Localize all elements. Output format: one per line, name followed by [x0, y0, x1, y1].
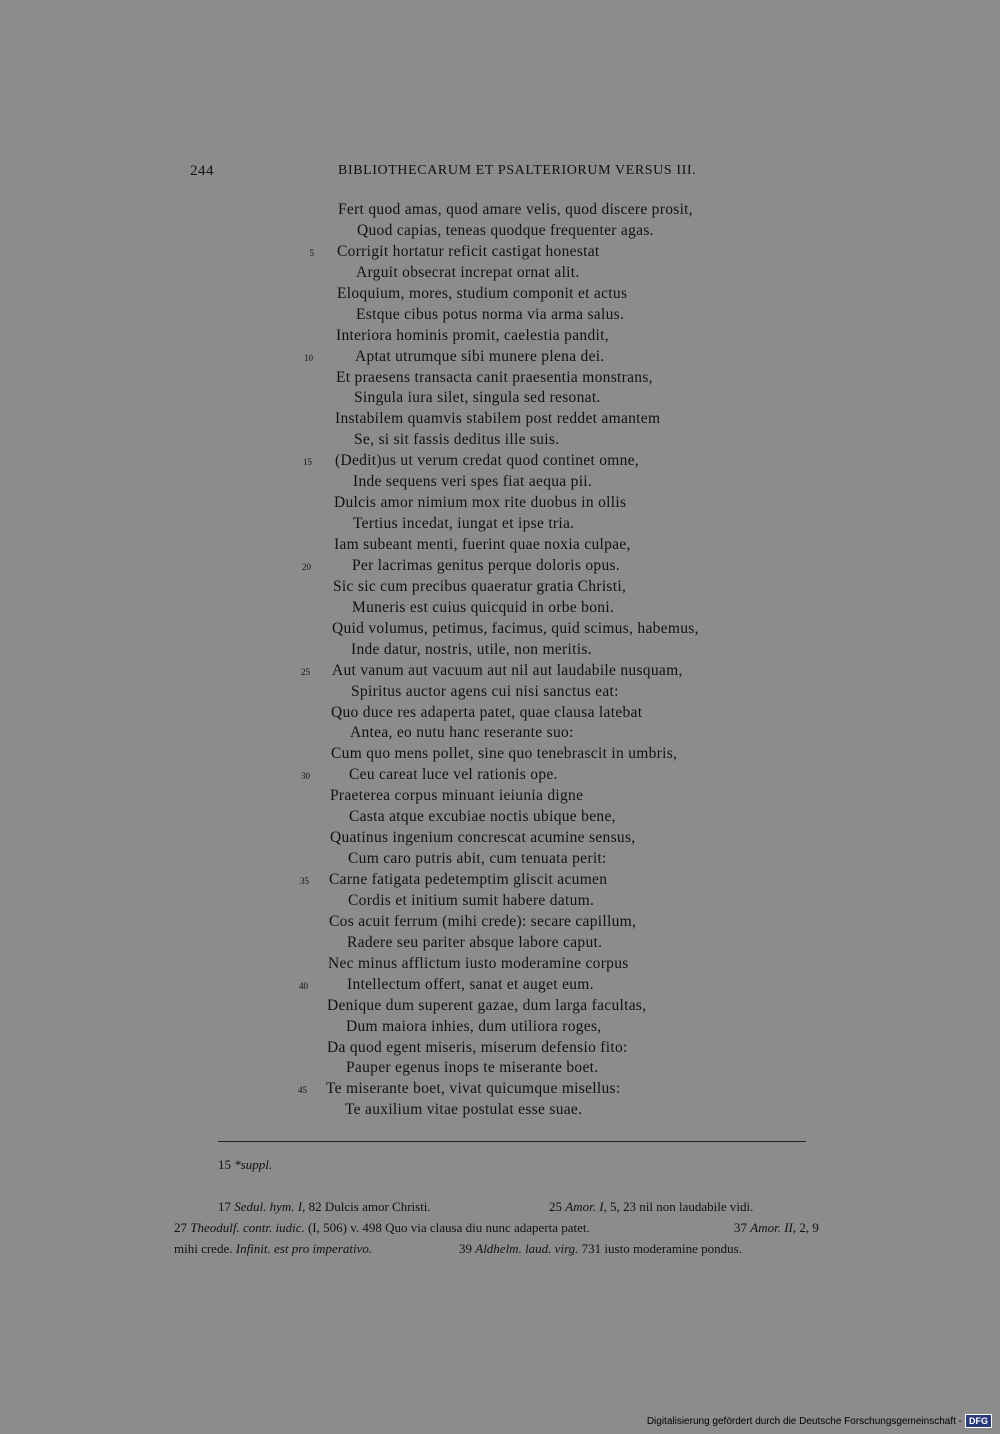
verse-text: Quid volumus, petimus, facimus, quid scimus, habemus, — [332, 619, 699, 637]
verse-text: Interiora hominis promit, caelestia pandit, — [336, 326, 609, 344]
verse-text: Carne fatigata pedetemptim gliscit acumen — [329, 871, 608, 888]
verse-line — [0, 1017, 1000, 1038]
source-line-number: 25 — [549, 1199, 562, 1214]
verse-text: Per lacrimas genitus perque doloris opus. — [352, 556, 620, 574]
source-text: 5, 23 nil non laudabile vidi. — [610, 1199, 754, 1214]
verse-line — [0, 682, 1000, 703]
verse-line — [0, 933, 1000, 954]
source-reference: Infinit. est pro imperativo. — [235, 1241, 373, 1256]
verse-line — [0, 807, 1000, 828]
verse-text: Iam subeant menti, fuerint quae noxia culpae, — [334, 536, 631, 553]
verse-line — [0, 472, 1000, 493]
apparatus-line-number: 15 — [218, 1157, 231, 1172]
source-line-number: 17 — [218, 1199, 231, 1214]
source-reference: Aldhelm. laud. virg. — [475, 1241, 579, 1256]
digitization-footer — [647, 1414, 992, 1428]
line-number: 5 — [309, 247, 314, 258]
verse-text: Aut vanum aut vacuum aut nil aut laudabile nusquam, — [332, 661, 683, 679]
verse-text: Quod capias, teneas quodque frequenter agas. — [357, 221, 654, 239]
verse-text: Estque cibus potus norma via arma salus. — [356, 305, 625, 323]
source-notes — [174, 1196, 848, 1259]
verse-text: Fert quod amas, quod amare velis, quod discere prosit, — [338, 201, 693, 218]
verse-line — [0, 221, 1000, 242]
verse-line — [0, 347, 1000, 368]
verse-line — [0, 598, 1000, 619]
line-number: 30 — [301, 771, 310, 782]
line-number: 35 — [300, 876, 309, 886]
verse-line — [0, 954, 1000, 975]
verse-text: Casta atque excubiae noctis ubique bene, — [349, 808, 616, 826]
verse-line — [0, 975, 1000, 996]
verse-text: Antea, eo nutu hanc reserante suo: — [350, 724, 574, 742]
source-reference: Amor. II, — [750, 1220, 797, 1235]
verse-line — [0, 200, 1000, 221]
verse-text: Spiritus auctor agens cui nisi sanctus eat: — [351, 682, 619, 700]
verse-text: Intellectum offert, sanat et auget eum. — [347, 975, 594, 993]
page-number: 244 — [190, 163, 214, 179]
line-number: 45 — [298, 1085, 307, 1096]
footer-text: Digitalisierung gefördert durch die Deutsche Forschungsgemeinschaft - — [646, 1415, 962, 1427]
source-reference: Amor. I, — [565, 1199, 607, 1214]
verse-line — [0, 640, 1000, 661]
verse-text: Radere seu pariter absque labore caput. — [347, 933, 603, 951]
dfg-logo: DFG — [965, 1414, 992, 1428]
verse-text: Te miserante boet, vivat quicumque misellus: — [326, 1080, 621, 1098]
source-line-number: 27 — [174, 1220, 187, 1235]
line-number: 25 — [301, 666, 310, 677]
verse-text: Sic sic cum precibus quaeratur gratia Christi, — [333, 577, 627, 595]
verse-text: Et praesens transacta canit praesentia monstrans, — [336, 368, 653, 386]
verse-text: Dulcis amor nimium mox rite duobus in ollis — [334, 494, 627, 512]
verse-text: Tertius incedat, iungat et ipse tria. — [353, 515, 575, 533]
verse-text: Cos acuit ferrum (mihi crede): secare capillum, — [329, 912, 637, 930]
source-text: 82 Dulcis amor Christi. — [308, 1199, 431, 1214]
verse-text: Cordis et initium sumit habere datum. — [348, 891, 595, 909]
verse-text: Inde datur, nostris, utile, non meritis. — [351, 640, 592, 658]
verse-line — [0, 409, 1000, 430]
verse-line — [0, 284, 1000, 305]
verse-line — [0, 493, 1000, 514]
line-number: 15 — [303, 457, 312, 468]
verse-line — [0, 849, 1000, 870]
verse-line — [0, 577, 1000, 598]
verse-text: Te auxilium vitae postulat esse suae. — [345, 1101, 583, 1119]
source-line-number: 37 — [734, 1220, 747, 1235]
source-row — [174, 1196, 848, 1217]
verse-line — [0, 305, 1000, 326]
verse-text: Eloquium, mores, studium componit et actus — [337, 284, 628, 302]
footnote-rule — [218, 1141, 806, 1142]
verse-line — [0, 619, 1000, 640]
verse-text: Inde sequens veri spes fiat aequa pii. — [353, 473, 593, 491]
verse-text: Pauper egenus inops te miserante boet. — [346, 1059, 599, 1077]
verse-text: Denique dum superent gazae, dum larga facultas, — [327, 996, 647, 1014]
verse-line — [0, 703, 1000, 724]
verse-line — [0, 828, 1000, 849]
apparatus-note — [218, 1157, 272, 1173]
verse-text: Aptat utrumque sibi munere plena dei. — [355, 347, 605, 365]
verse-line — [0, 870, 1000, 891]
verse-line — [0, 744, 1000, 765]
verse-line — [0, 723, 1000, 744]
verse-text: Ceu careat luce vel rationis ope. — [349, 766, 558, 784]
verse-text: Cum quo mens pollet, sine quo tenebrascit in umbris, — [331, 745, 678, 763]
source-row — [174, 1217, 848, 1238]
verse-line — [0, 912, 1000, 933]
verse-text: Singula iura silet, singula sed resonat. — [354, 389, 601, 407]
verse-line — [0, 263, 1000, 284]
source-text: (I, 506) v. 498 Quo via clausa diu nunc adaperta patet. — [307, 1220, 590, 1235]
source-text: mihi crede. — [174, 1241, 233, 1256]
verse-line — [0, 242, 1000, 263]
verse-line — [0, 765, 1000, 786]
verse-text: Quo duce res adaperta patet, quae clausa latebat — [331, 703, 643, 721]
verse-line — [0, 451, 1000, 472]
verse-line — [0, 430, 1000, 451]
verse-line — [0, 514, 1000, 535]
verse-line — [0, 1079, 1000, 1100]
verse-line — [0, 1100, 1000, 1121]
verse-line — [0, 368, 1000, 389]
verse-line — [0, 326, 1000, 347]
apparatus-text: *suppl. — [234, 1157, 273, 1172]
source-reference: Theodulf. contr. iudic. — [190, 1220, 305, 1235]
verse-text: Nec minus afflictum iusto moderamine corpus — [328, 954, 629, 972]
running-title: BIBLIOTHECARUM ET PSALTERIORUM VERSUS III. — [338, 163, 697, 178]
verse-text: Se, si sit fassis deditus ille suis. — [354, 431, 560, 449]
verse-line — [0, 1058, 1000, 1079]
verse-text: Dum maiora inhies, dum utiliora roges, — [346, 1017, 602, 1035]
source-text: 731 iusto moderamine pondus. — [581, 1241, 742, 1256]
verse-line — [0, 891, 1000, 912]
verse-line — [0, 535, 1000, 556]
verse-line — [0, 556, 1000, 577]
verse-text: Arguit obsecrat increpat ornat alit. — [356, 263, 580, 281]
source-text: 2, 9 — [799, 1220, 819, 1235]
line-number: 20 — [302, 561, 311, 572]
verse-text: Corrigit hortatur reficit castigat honestat — [337, 242, 600, 260]
verse-line — [0, 661, 1000, 682]
verse-line — [0, 996, 1000, 1017]
verse-text: Muneris est cuius quicquid in orbe boni. — [352, 598, 615, 616]
source-reference: Sedul. hym. I, — [234, 1199, 306, 1214]
poem — [0, 200, 1000, 1121]
source-line-number: 39 — [459, 1241, 472, 1256]
verse-text: Instabilem quamvis stabilem post reddet amantem — [335, 410, 661, 428]
verse-text: Praeterea corpus minuant ieiunia digne — [330, 787, 584, 805]
verse-text: Quatinus ingenium concrescat acumine sensus, — [330, 829, 636, 847]
source-row — [174, 1238, 848, 1259]
verse-line — [0, 388, 1000, 409]
verse-text: Cum caro putris abit, cum tenuata perit: — [348, 850, 607, 868]
line-number: 10 — [304, 352, 313, 363]
verse-line — [0, 1038, 1000, 1059]
verse-text: (Dedit)us ut verum credat quod continet omne, — [335, 452, 640, 470]
verse-text: Da quod egent miseris, miserum defensio fito: — [327, 1038, 628, 1056]
verse-line — [0, 786, 1000, 807]
line-number: 40 — [299, 980, 308, 991]
